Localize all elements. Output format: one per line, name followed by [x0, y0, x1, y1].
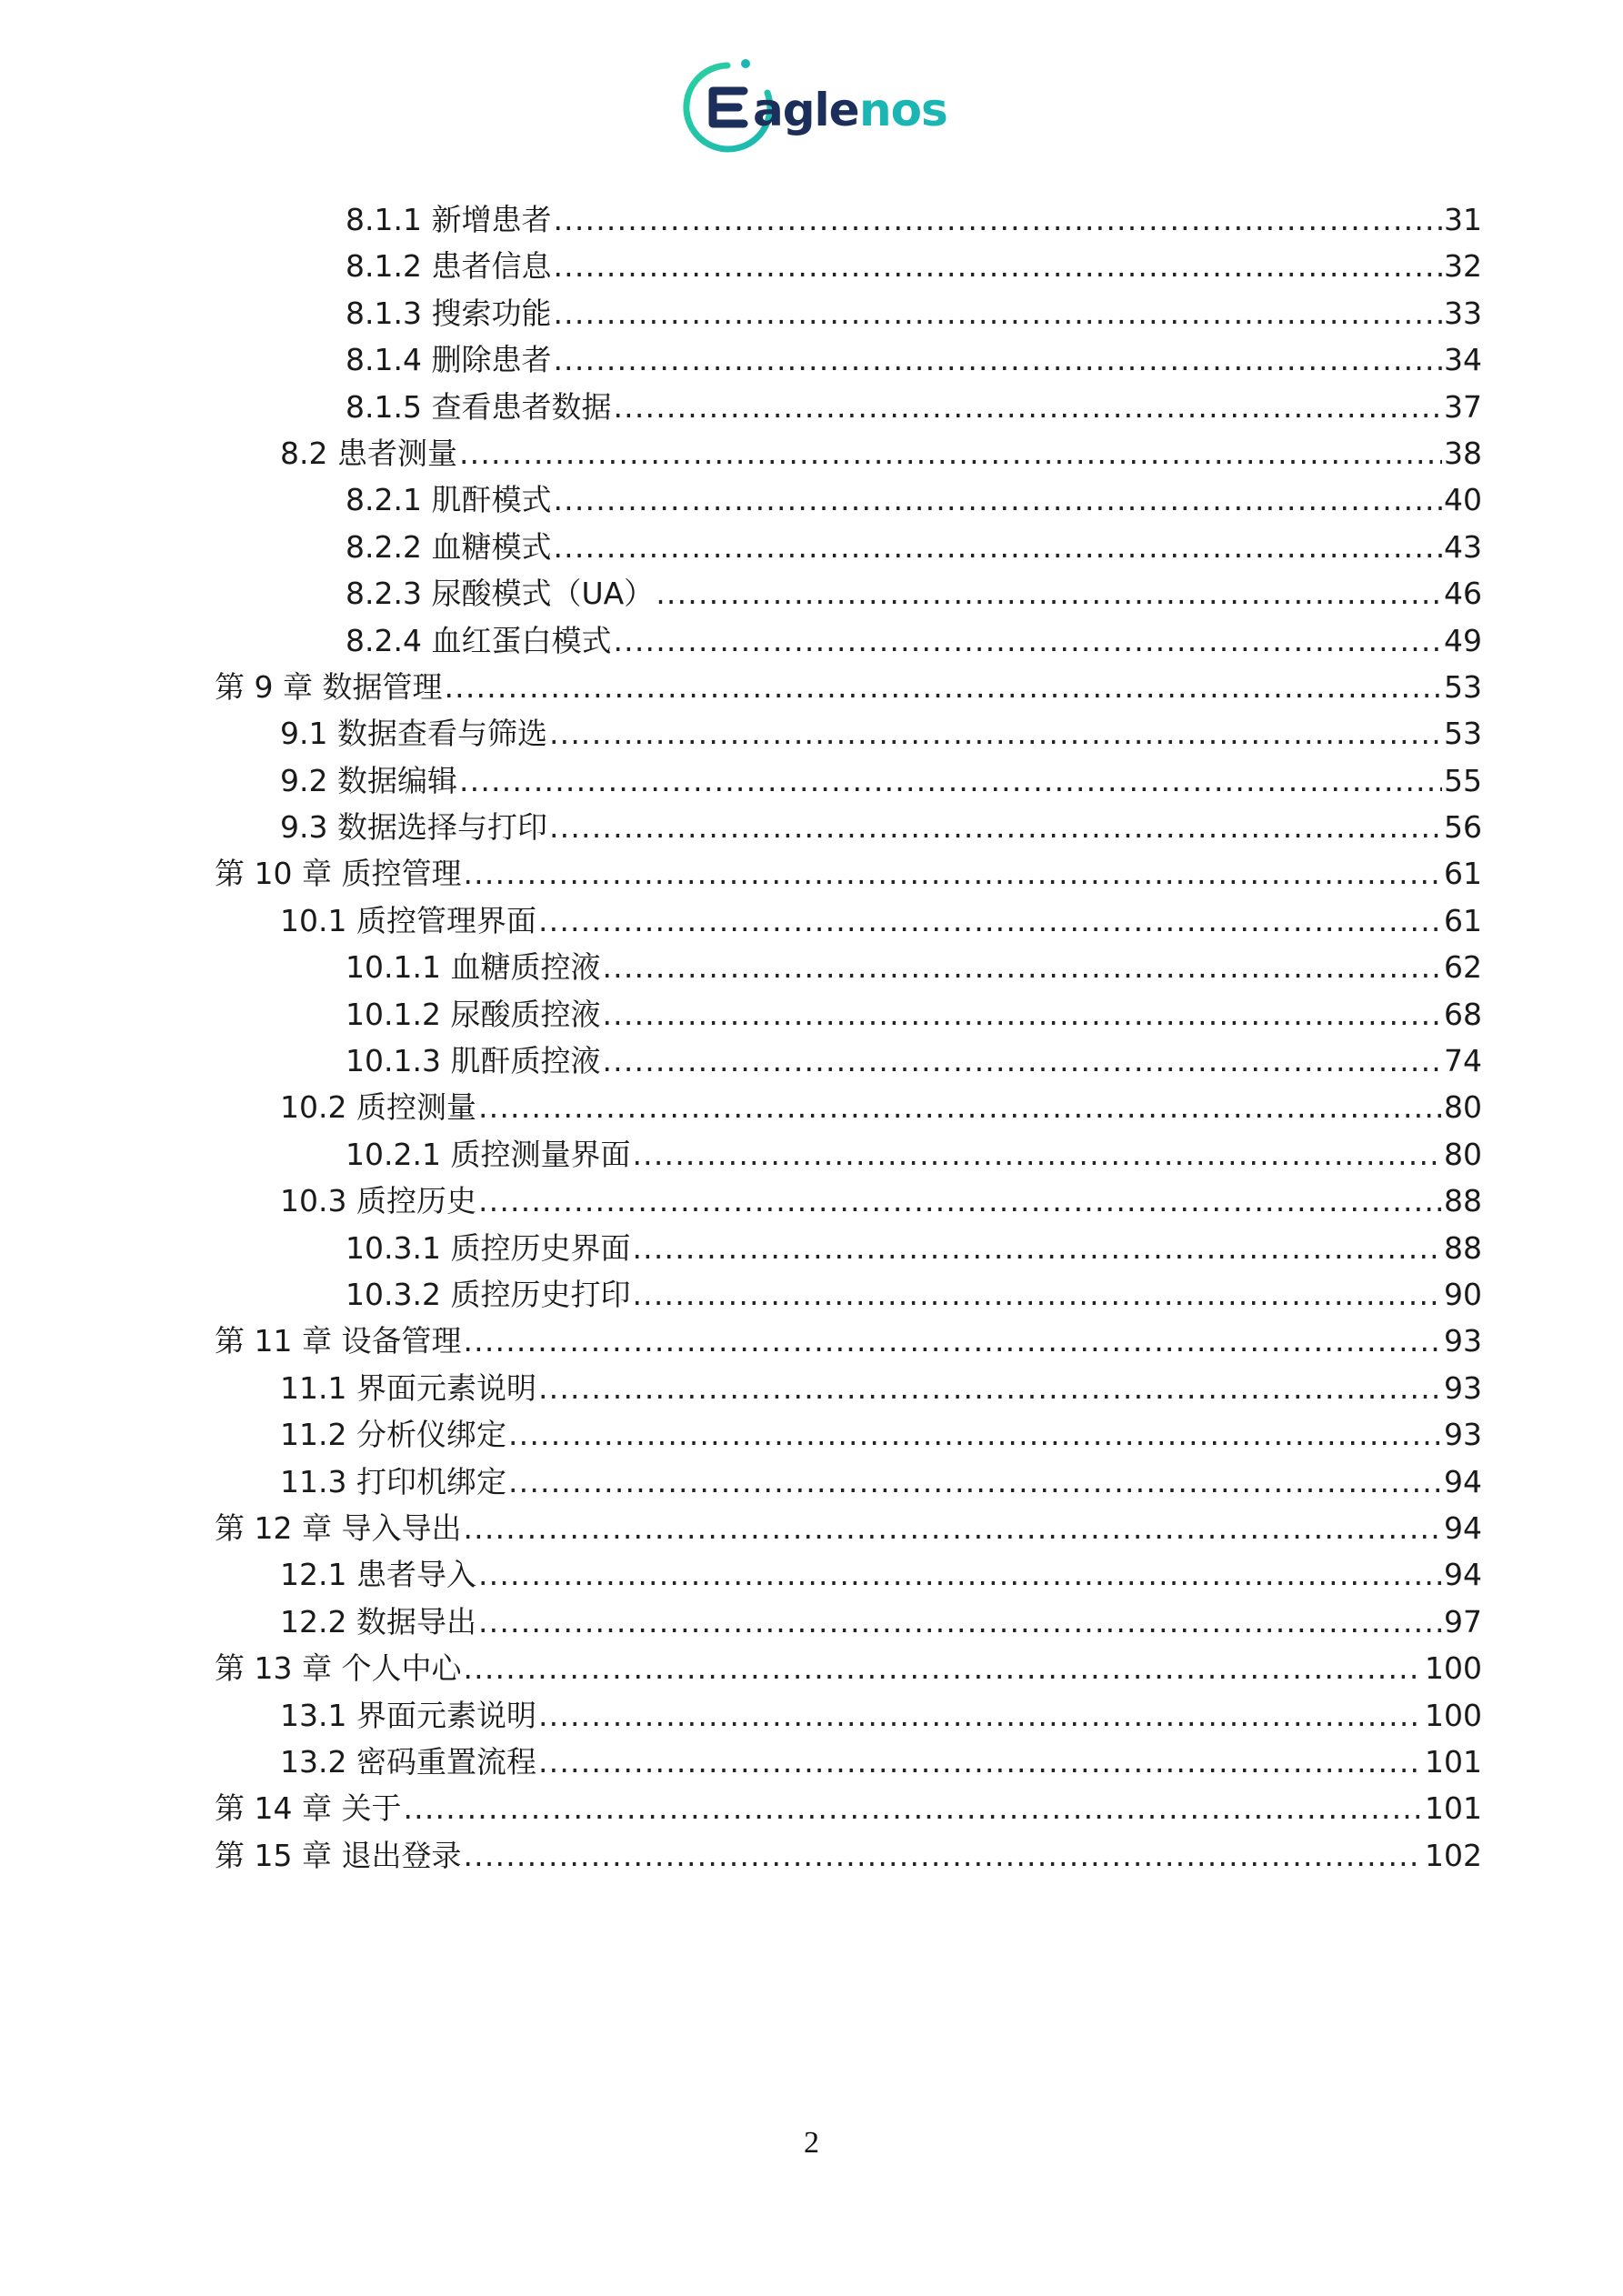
toc-entry-title: 8.1.5 查看患者数据 [346, 388, 612, 425]
toc-entry[interactable] [0, 664, 1623, 710]
toc-entry-title: 第 11 章 设备管理 [215, 1323, 462, 1359]
toc-entry-title: 10.3.2 质控历史打印 [346, 1276, 631, 1312]
toc-dot-leader [553, 476, 1442, 523]
toc-dot-leader [459, 757, 1442, 804]
toc-dot-leader [478, 1084, 1442, 1130]
toc-entry-page: 80 [1444, 1136, 1482, 1172]
toc-entry-page: 62 [1444, 949, 1482, 986]
toc-entry[interactable] [0, 290, 1623, 336]
toc-entry-page: 31 [1444, 202, 1482, 237]
toc-entry-title: 9.2 数据编辑 [280, 762, 457, 798]
toc-entry-title: 8.1.4 删除患者 [346, 342, 552, 378]
svg-text:nos: nos [859, 84, 947, 136]
toc-entry[interactable] [0, 243, 1623, 289]
toc-dot-leader [463, 1318, 1442, 1364]
toc-entry-title: 8.2.2 血糖模式 [346, 528, 552, 565]
toc-dot-leader [538, 897, 1442, 944]
toc-entry[interactable] [0, 1832, 1623, 1879]
toc-dot-leader [602, 1038, 1442, 1084]
toc-entry[interactable] [0, 1551, 1623, 1598]
toc-dot-leader [656, 570, 1442, 617]
toc-entry-title: 13.2 密码重置流程 [280, 1743, 536, 1780]
toc-entry-page: 61 [1444, 902, 1482, 938]
page-number: 2 [804, 2126, 819, 2160]
toc-dot-leader [632, 1271, 1442, 1318]
toc-entry[interactable] [0, 897, 1623, 944]
toc-dot-leader [508, 1459, 1442, 1505]
toc-entry-title: 10.2.1 质控测量界面 [346, 1136, 631, 1172]
table-of-contents [0, 196, 1623, 1879]
toc-entry-title: 8.1.1 新增患者 [346, 202, 552, 237]
toc-entry-title: 10.1.3 肌酐质控液 [346, 1043, 601, 1079]
toc-entry-page: 33 [1444, 295, 1482, 331]
toc-entry-title: 第 10 章 质控管理 [215, 856, 462, 892]
eaglenos-logo [673, 53, 964, 162]
toc-entry[interactable] [0, 1411, 1623, 1458]
toc-entry[interactable] [0, 850, 1623, 897]
toc-dot-leader [632, 1225, 1442, 1271]
toc-entry[interactable] [0, 1459, 1623, 1505]
toc-dot-leader [463, 1832, 1423, 1879]
toc-dot-leader [444, 664, 1442, 710]
toc-dot-leader [613, 384, 1442, 430]
toc-entry[interactable] [0, 1318, 1623, 1364]
toc-entry[interactable] [0, 1505, 1623, 1551]
toc-dot-leader [463, 1505, 1442, 1551]
toc-entry-page: 94 [1444, 1557, 1482, 1593]
toc-entry[interactable] [0, 1645, 1623, 1691]
toc-entry-page: 100 [1425, 1650, 1482, 1687]
toc-entry-page: 32 [1444, 248, 1482, 285]
toc-entry[interactable] [0, 1131, 1623, 1178]
toc-entry[interactable] [0, 476, 1623, 523]
toc-entry[interactable] [0, 524, 1623, 570]
toc-entry-title: 12.2 数据导出 [280, 1603, 476, 1639]
toc-entry-page: 61 [1444, 856, 1482, 892]
toc-entry-page: 101 [1425, 1790, 1482, 1827]
toc-entry[interactable] [0, 430, 1623, 476]
toc-entry[interactable] [0, 617, 1623, 664]
toc-entry[interactable] [0, 944, 1623, 990]
toc-entry[interactable] [0, 804, 1623, 850]
toc-entry-page: 90 [1444, 1276, 1482, 1312]
toc-entry[interactable] [0, 1225, 1623, 1271]
toc-entry-page: 55 [1444, 762, 1482, 798]
toc-dot-leader [478, 1599, 1442, 1645]
toc-dot-leader [632, 1131, 1442, 1178]
toc-entry-page: 88 [1444, 1229, 1482, 1266]
toc-entry[interactable] [0, 1599, 1623, 1645]
toc-entry-title: 10.1.2 尿酸质控液 [346, 996, 601, 1032]
toc-dot-leader [553, 290, 1442, 336]
toc-entry-page: 38 [1444, 435, 1482, 471]
toc-dot-leader [538, 1365, 1442, 1411]
toc-dot-leader [602, 944, 1442, 990]
toc-dot-leader [478, 1178, 1442, 1224]
toc-entry-page: 56 [1444, 809, 1482, 846]
toc-dot-leader [538, 1739, 1423, 1785]
toc-entry[interactable] [0, 336, 1623, 383]
toc-entry-title: 10.2 质控测量 [280, 1089, 476, 1126]
toc-entry[interactable] [0, 1271, 1623, 1318]
toc-entry-title: 第 12 章 导入导出 [215, 1509, 462, 1546]
toc-dot-leader [538, 1692, 1423, 1739]
toc-entry-page: 93 [1444, 1417, 1482, 1453]
toc-dot-leader [463, 850, 1442, 897]
toc-entry-page: 101 [1425, 1743, 1482, 1780]
toc-entry-title: 第 14 章 关于 [215, 1790, 402, 1827]
toc-entry-page: 93 [1444, 1323, 1482, 1359]
toc-entry-page: 40 [1444, 482, 1482, 518]
toc-dot-leader [549, 710, 1442, 757]
toc-entry-title: 8.2 患者测量 [280, 435, 457, 471]
svg-text:agle: agle [753, 84, 859, 136]
toc-entry-title: 8.1.3 搜索功能 [346, 295, 552, 331]
toc-entry-title: 12.1 患者导入 [280, 1557, 476, 1593]
toc-entry-title: 第 15 章 退出登录 [215, 1837, 462, 1873]
toc-entry-page: 49 [1444, 622, 1482, 658]
toc-entry[interactable] [0, 196, 1623, 243]
toc-entry[interactable] [0, 1692, 1623, 1739]
toc-entry-page: 37 [1444, 388, 1482, 425]
toc-dot-leader [553, 524, 1442, 570]
toc-entry[interactable] [0, 710, 1623, 757]
toc-entry-title: 9.3 数据选择与打印 [280, 809, 547, 846]
toc-entry-page: 43 [1444, 528, 1482, 565]
toc-entry-title: 9.1 数据查看与筛选 [280, 716, 547, 752]
toc-dot-leader [459, 430, 1442, 476]
toc-entry-title: 8.2.1 肌酐模式 [346, 482, 552, 518]
toc-entry[interactable] [0, 1739, 1623, 1785]
toc-dot-leader [549, 804, 1442, 850]
toc-entry[interactable] [0, 1785, 1623, 1831]
logo-icon [673, 53, 964, 162]
toc-entry-title: 8.2.4 血红蛋白模式 [346, 622, 612, 658]
toc-dot-leader [553, 336, 1442, 383]
toc-entry-page: 53 [1444, 668, 1482, 705]
toc-entry-title: 10.1.1 血糖质控液 [346, 949, 601, 986]
toc-entry-page: 102 [1425, 1837, 1482, 1873]
toc-entry-page: 53 [1444, 716, 1482, 752]
toc-entry-title: 10.3 质控历史 [280, 1183, 476, 1219]
toc-entry-title: 第 13 章 个人中心 [215, 1650, 462, 1687]
toc-entry-page: 34 [1444, 342, 1482, 378]
toc-entry[interactable] [0, 1178, 1623, 1224]
toc-entry-title: 11.2 分析仪绑定 [280, 1417, 506, 1453]
toc-entry[interactable] [0, 384, 1623, 430]
toc-dot-leader [553, 243, 1442, 289]
toc-dot-leader [463, 1645, 1423, 1691]
toc-entry-page: 97 [1444, 1603, 1482, 1639]
toc-entry[interactable] [0, 570, 1623, 617]
toc-entry-title: 8.1.2 患者信息 [346, 248, 552, 285]
toc-entry-title: 11.1 界面元素说明 [280, 1369, 536, 1406]
toc-entry-title: 11.3 打印机绑定 [280, 1463, 506, 1499]
toc-dot-leader [553, 196, 1442, 243]
toc-entry-title: 8.2.3 尿酸模式（UA） [346, 576, 655, 612]
toc-entry-title: 第 9 章 数据管理 [215, 668, 443, 705]
toc-entry-page: 68 [1444, 996, 1482, 1032]
toc-entry-page: 93 [1444, 1369, 1482, 1406]
toc-entry-page: 80 [1444, 1089, 1482, 1126]
toc-entry[interactable] [0, 1038, 1623, 1084]
toc-entry[interactable] [0, 991, 1623, 1038]
toc-dot-leader [403, 1785, 1423, 1831]
toc-dot-leader [508, 1411, 1442, 1458]
toc-entry-title: 10.1 质控管理界面 [280, 902, 536, 938]
toc-entry-page: 100 [1425, 1697, 1482, 1733]
toc-dot-leader [478, 1551, 1442, 1598]
toc-entry-page: 94 [1444, 1463, 1482, 1499]
toc-entry[interactable] [0, 1365, 1623, 1411]
toc-dot-leader [613, 617, 1442, 664]
toc-entry-page: 74 [1444, 1043, 1482, 1079]
toc-entry-title: 13.1 界面元素说明 [280, 1697, 536, 1733]
toc-entry-title: 10.3.1 质控历史界面 [346, 1229, 631, 1266]
toc-entry[interactable] [0, 757, 1623, 804]
toc-dot-leader [602, 991, 1442, 1038]
toc-entry-page: 94 [1444, 1509, 1482, 1546]
toc-entry-page: 88 [1444, 1183, 1482, 1219]
toc-entry-page: 46 [1444, 576, 1482, 612]
toc-entry[interactable] [0, 1084, 1623, 1130]
